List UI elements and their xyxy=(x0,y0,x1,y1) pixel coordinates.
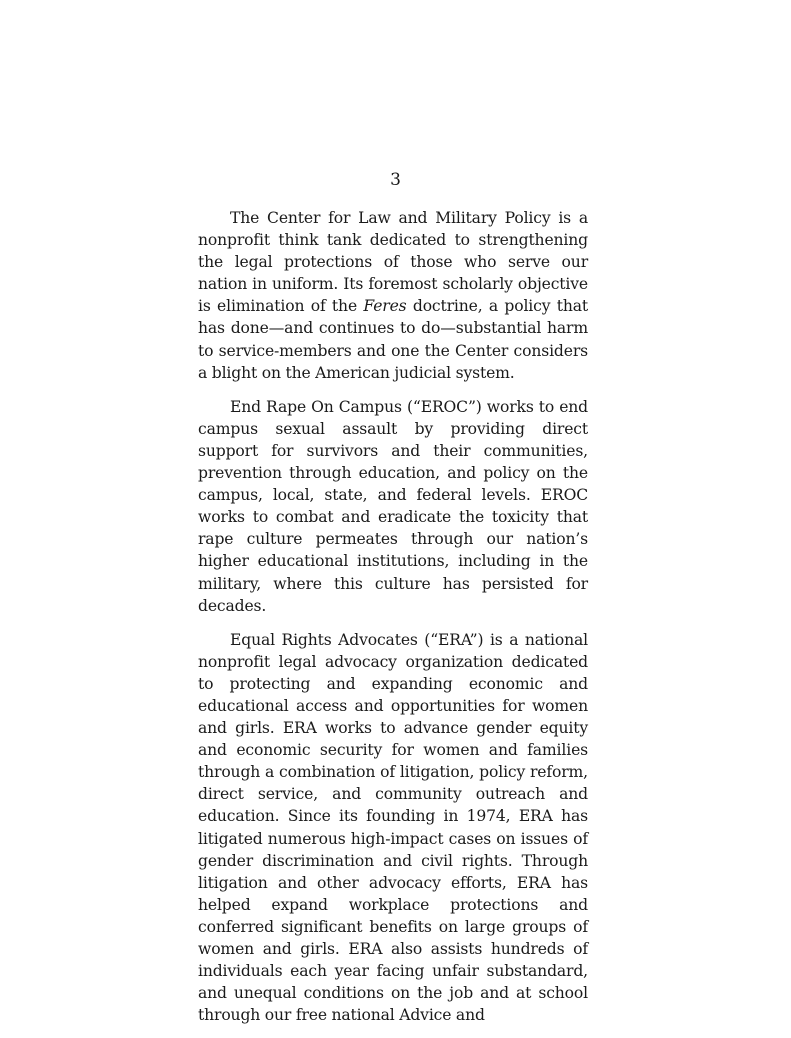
page-number: 3 xyxy=(390,170,401,190)
feres-italic: Feres xyxy=(363,297,407,316)
paragraph-eroc: End Rape On Campus (“EROC”) works to end campus sexual assault by providing direct support for survivors and their communities, prevention through education, and policy on the campus, local, state, and federal levels. EROC works to combat and eradicate the toxicity that rape culture permeates through our nation’s higher educational institutions, including in the military, where this culture has persisted for decades. xyxy=(198,397,588,615)
body-text xyxy=(198,207,588,1038)
paragraph-clmp-text-2: doctrine, a policy that has done—and continues to do—substantial harm to service-members and one the Center considers a blight on the American judicial system. xyxy=(198,297,588,382)
paragraph-clmp-text-1: The Center for Law and Military Policy is a nonprofit think tank dedicated to strengthening the legal protections of those who serve our nation in uniform. Its foremost scholarly objective is elimination of the xyxy=(198,209,588,316)
paragraph-era: Equal Rights Advocates (“ERA”) is a national nonprofit legal advocacy organization dedicated to protecting and expanding economic and educational access and opportunities for women and girls. ERA works to advance gender equity and economic security for women and families through a combination of litigation, policy reform, direct service, and community outreach and education. Since its founding in 1974, ERA has litigated numerous high-impact cases on issues of gender discrimination and civil rights. Through litigation and other advocacy efforts, ERA has helped expand workplace protections and conferred significant benefits on large groups of women and girls. ERA also assists hundreds of individuals each year facing unfair substandard, and unequal conditions on the job and at school through our free national Advice and xyxy=(198,630,588,1025)
paragraph-clmp xyxy=(198,207,588,384)
